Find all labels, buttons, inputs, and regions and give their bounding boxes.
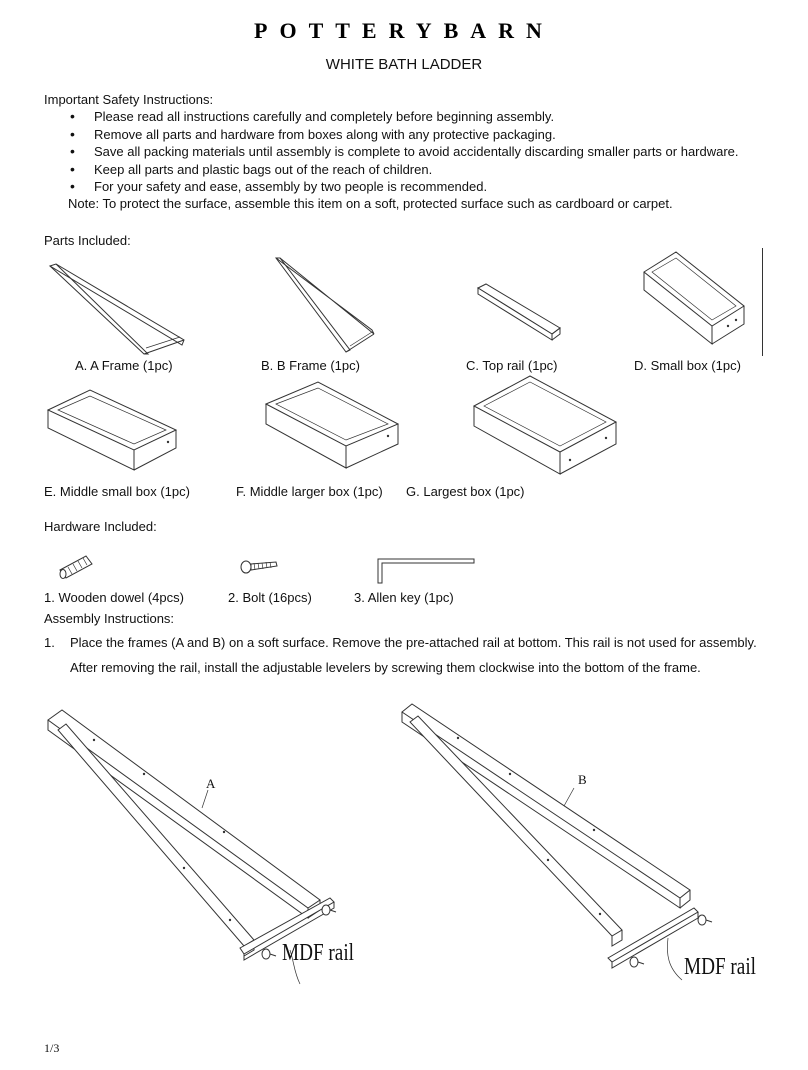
brand-logo: POTTERYBARN: [254, 18, 554, 43]
step-number: 1.: [44, 635, 55, 650]
part-label-d: D. Small box (1pc): [634, 358, 741, 373]
hardware-label-1: 1. Wooden dowel (4pcs): [44, 590, 184, 605]
safety-item: • Keep all parts and plastic bags out of the reach of children.: [68, 161, 739, 179]
safety-item: • Remove all parts and hardware from boxes along with any protective packaging.: [68, 126, 739, 144]
safety-item: • Please read all instructions carefully and completely before beginning assembly.: [68, 108, 739, 126]
hardware-heading: Hardware Included:: [44, 519, 157, 534]
mdf-rail-label-left: MDF rail: [282, 940, 354, 966]
small-box-illustration: [640, 250, 750, 345]
hardware-label-3: 3. Allen key (1pc): [354, 590, 454, 605]
b-frame-illustration: [272, 256, 382, 356]
allen-key-icon: [374, 555, 478, 587]
page-number: 1/3: [44, 1041, 60, 1055]
safety-item: • For your safety and ease, assembly by two people is recommended.: [68, 178, 739, 196]
part-label-c: C. Top rail (1pc): [466, 358, 558, 373]
safety-item: • Save all packing materials until assembly is complete to avoid accidentally discarding smaller parts or hardware.: [68, 143, 739, 161]
step1-text-line1: Place the frames (A and B) on a soft surface. Remove the pre-attached rail at bottom. This rail is not used for assembly.: [70, 635, 757, 650]
safety-list: [68, 108, 739, 196]
a-frame-illustration: [48, 262, 188, 357]
mdf-rail-label-right: MDF rail: [684, 954, 756, 980]
largest-box-illustration: [470, 372, 620, 480]
hardware-label-2: 2. Bolt (16pcs): [228, 590, 312, 605]
safety-heading: Important Safety Instructions:: [44, 92, 214, 107]
top-rail-illustration: [476, 282, 566, 342]
document-title: WHITE BATH LADDER: [325, 56, 483, 73]
frame-b-label: B: [578, 772, 587, 787]
frame-a-label: A: [206, 776, 216, 791]
wooden-dowel-icon: [56, 552, 96, 580]
part-label-b: B. B Frame (1pc): [261, 358, 360, 373]
part-label-e: E. Middle small box (1pc): [44, 484, 190, 499]
bolt-icon: [240, 557, 280, 575]
margin-line: [762, 248, 763, 356]
step1-text-line2: After removing the rail, install the adjustable levelers by screwing them clockwise into the bottom of the frame.: [70, 660, 701, 675]
part-label-f: F. Middle larger box (1pc): [236, 484, 383, 499]
middle-small-box-illustration: [44, 386, 180, 476]
part-label-a: A. A Frame (1pc): [75, 358, 173, 373]
part-label-g: G. Largest box (1pc): [406, 484, 525, 499]
assembly-heading: Assembly Instructions:: [44, 611, 175, 626]
parts-heading: Parts Included:: [44, 233, 131, 248]
safety-note: Note: To protect the surface, assemble this item on a soft, protected surface such as cardboard or carpet.: [68, 196, 673, 211]
middle-larger-box-illustration: [262, 378, 402, 474]
